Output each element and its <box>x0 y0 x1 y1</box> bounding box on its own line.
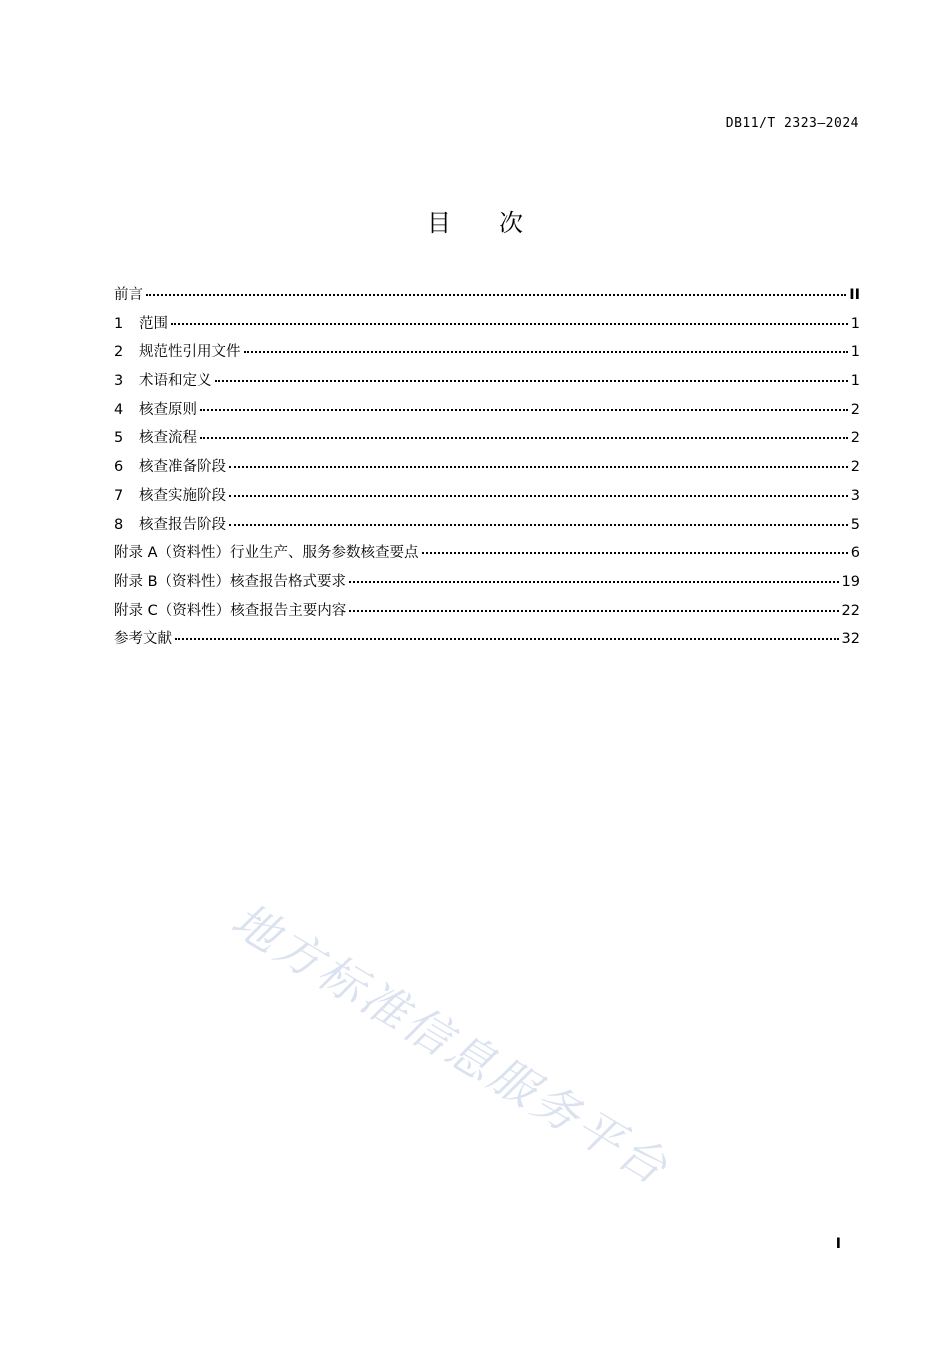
toc-entry-bibliography[interactable] <box>114 627 860 656</box>
toc-title-part1: 目 <box>427 209 451 237</box>
table-of-contents <box>114 283 860 656</box>
toc-entry-appendix-a[interactable] <box>114 541 860 570</box>
toc-entry-page: 22 <box>841 602 860 619</box>
toc-leader-dots <box>146 294 846 296</box>
toc-entry-foreword[interactable] <box>114 283 860 312</box>
toc-entry-number: 7 <box>114 487 124 504</box>
toc-entry-label: 前言 <box>114 287 143 303</box>
toc-entry-label: 核查流程 <box>139 430 197 447</box>
toc-entry-number: 1 <box>114 315 124 332</box>
toc-entry-page: 2 <box>850 401 860 418</box>
toc-entry-number: 6 <box>114 459 124 476</box>
toc-entry-appendix-b[interactable] <box>114 570 860 599</box>
toc-entry-label: 附录 C（资料性）核查报告主要内容 <box>114 602 347 619</box>
toc-entry-page: 1 <box>850 373 860 390</box>
toc-leader-dots <box>422 552 848 554</box>
toc-entry-label: 参考文献 <box>114 631 172 648</box>
toc-entry-number: 5 <box>114 430 124 447</box>
page-number: I <box>835 1236 841 1252</box>
toc-entry-number: 4 <box>114 401 124 418</box>
toc-entry-verification-process[interactable] <box>114 426 860 455</box>
toc-entry-page: 3 <box>850 487 860 504</box>
toc-entry-page: 2 <box>850 430 860 447</box>
toc-entry-number: 3 <box>114 373 124 390</box>
toc-entry-report-stage[interactable] <box>114 513 860 542</box>
toc-leader-dots <box>244 351 848 353</box>
toc-entry-number: 8 <box>114 516 124 533</box>
toc-entry-page: 5 <box>850 516 860 533</box>
toc-entry-scope[interactable] <box>114 312 860 341</box>
toc-entry-label: 术语和定义 <box>139 373 212 390</box>
toc-entry-page: 32 <box>841 631 860 648</box>
toc-entry-label: 核查实施阶段 <box>139 487 226 504</box>
toc-entry-page: 6 <box>850 545 860 562</box>
toc-entry-preparation-stage[interactable] <box>114 455 860 484</box>
toc-leader-dots <box>171 323 848 325</box>
toc-entry-page: 19 <box>841 573 860 590</box>
toc-entry-label: 范围 <box>139 315 168 332</box>
toc-leader-dots <box>200 409 848 411</box>
toc-leader-dots <box>349 610 838 612</box>
watermark: 地方标准信息服务平台 <box>222 892 679 1197</box>
toc-entry-page: 2 <box>850 459 860 476</box>
toc-entry-label: 核查报告阶段 <box>139 516 226 533</box>
toc-entry-label: 核查原则 <box>139 401 197 418</box>
toc-entry-verification-principles[interactable] <box>114 398 860 427</box>
toc-entry-label: 附录 B（资料性）核查报告格式要求 <box>114 573 347 590</box>
toc-entry-page: II <box>849 287 860 303</box>
toc-entry-label: 核查准备阶段 <box>139 459 226 476</box>
toc-leader-dots <box>215 380 848 382</box>
toc-entry-number: 2 <box>114 344 124 361</box>
toc-leader-dots <box>229 495 848 497</box>
toc-entry-implementation-stage[interactable] <box>114 484 860 513</box>
toc-leader-dots <box>229 524 848 526</box>
toc-entry-label: 规范性引用文件 <box>139 344 241 361</box>
toc-leader-dots <box>349 581 838 583</box>
toc-entry-normative-references[interactable] <box>114 340 860 369</box>
toc-title-part2: 次 <box>499 209 523 237</box>
toc-entry-page: 1 <box>850 344 860 361</box>
toc-title <box>0 203 950 238</box>
toc-entry-label: 附录 A（资料性）行业生产、服务参数核查要点 <box>114 545 419 562</box>
toc-leader-dots <box>175 638 839 640</box>
toc-leader-dots <box>200 437 848 439</box>
standard-code: DB11/T 2323—2024 <box>725 116 859 131</box>
toc-entry-terms-definitions[interactable] <box>114 369 860 398</box>
toc-leader-dots <box>229 466 848 468</box>
toc-entry-page: 1 <box>850 315 860 332</box>
toc-entry-appendix-c[interactable] <box>114 599 860 628</box>
